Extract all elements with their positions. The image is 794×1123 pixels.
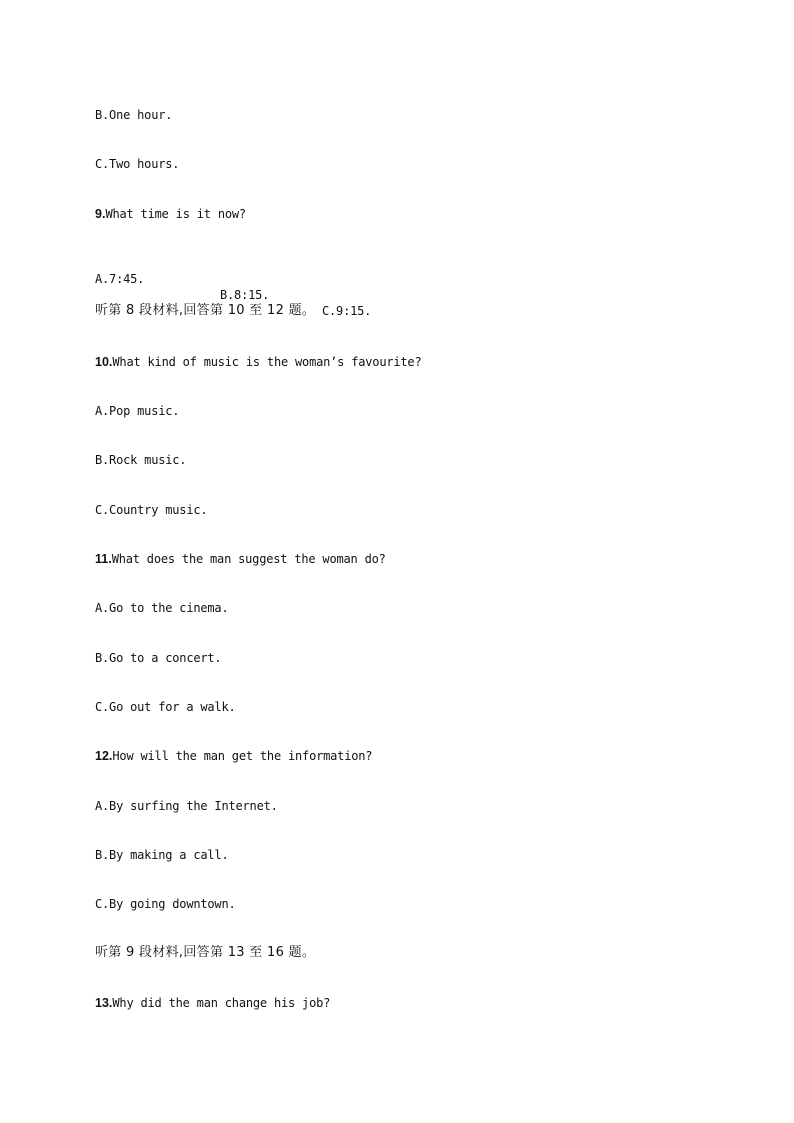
section-heading-9: 听第 9 段材料,回答第 13 至 16 题。	[95, 945, 316, 960]
section-heading-8: 听第 8 段材料,回答第 10 至 12 题。	[95, 303, 316, 318]
option-a-q10: A.Pop music.	[95, 404, 180, 418]
option-c-q8: C.Two hours.	[95, 157, 180, 171]
question-text: Why did the man change his job?	[112, 996, 331, 1010]
question-number: 10.	[95, 355, 113, 369]
option-b-q9: B.8:15.	[220, 288, 270, 302]
question-text: What does the man suggest the woman do?	[111, 552, 386, 566]
question-number: 12.	[95, 749, 113, 763]
option-c-q10: C.Country music.	[95, 503, 208, 517]
option-b-q8: B.One hour.	[95, 108, 173, 122]
option-b-q10: B.Rock music.	[95, 453, 187, 467]
question-number: 13.	[95, 996, 113, 1010]
question-text: How will the man get the information?	[112, 749, 373, 763]
option-c-q11: C.Go out for a walk.	[95, 700, 236, 714]
question-11	[95, 551, 386, 567]
option-b-q11: B.Go to a concert.	[95, 651, 222, 665]
option-a-q9: A.7:45.	[95, 272, 145, 286]
question-number: 9.	[95, 207, 106, 221]
question-12	[95, 748, 372, 764]
options-q9	[95, 255, 495, 335]
question-number: 11.	[95, 552, 112, 566]
option-b-q12: B.By making a call.	[95, 848, 229, 862]
question-9	[95, 206, 246, 222]
question-13	[95, 995, 330, 1011]
question-text: What time is it now?	[105, 207, 246, 221]
option-a-q11: A.Go to the cinema.	[95, 601, 229, 615]
option-c-q12: C.By going downtown.	[95, 897, 236, 911]
option-a-q12: A.By surfing the Internet.	[95, 799, 278, 813]
option-c-q9: C.9:15.	[322, 304, 372, 318]
question-10	[95, 354, 421, 370]
question-text: What kind of music is the woman’s favourite?	[112, 355, 422, 369]
